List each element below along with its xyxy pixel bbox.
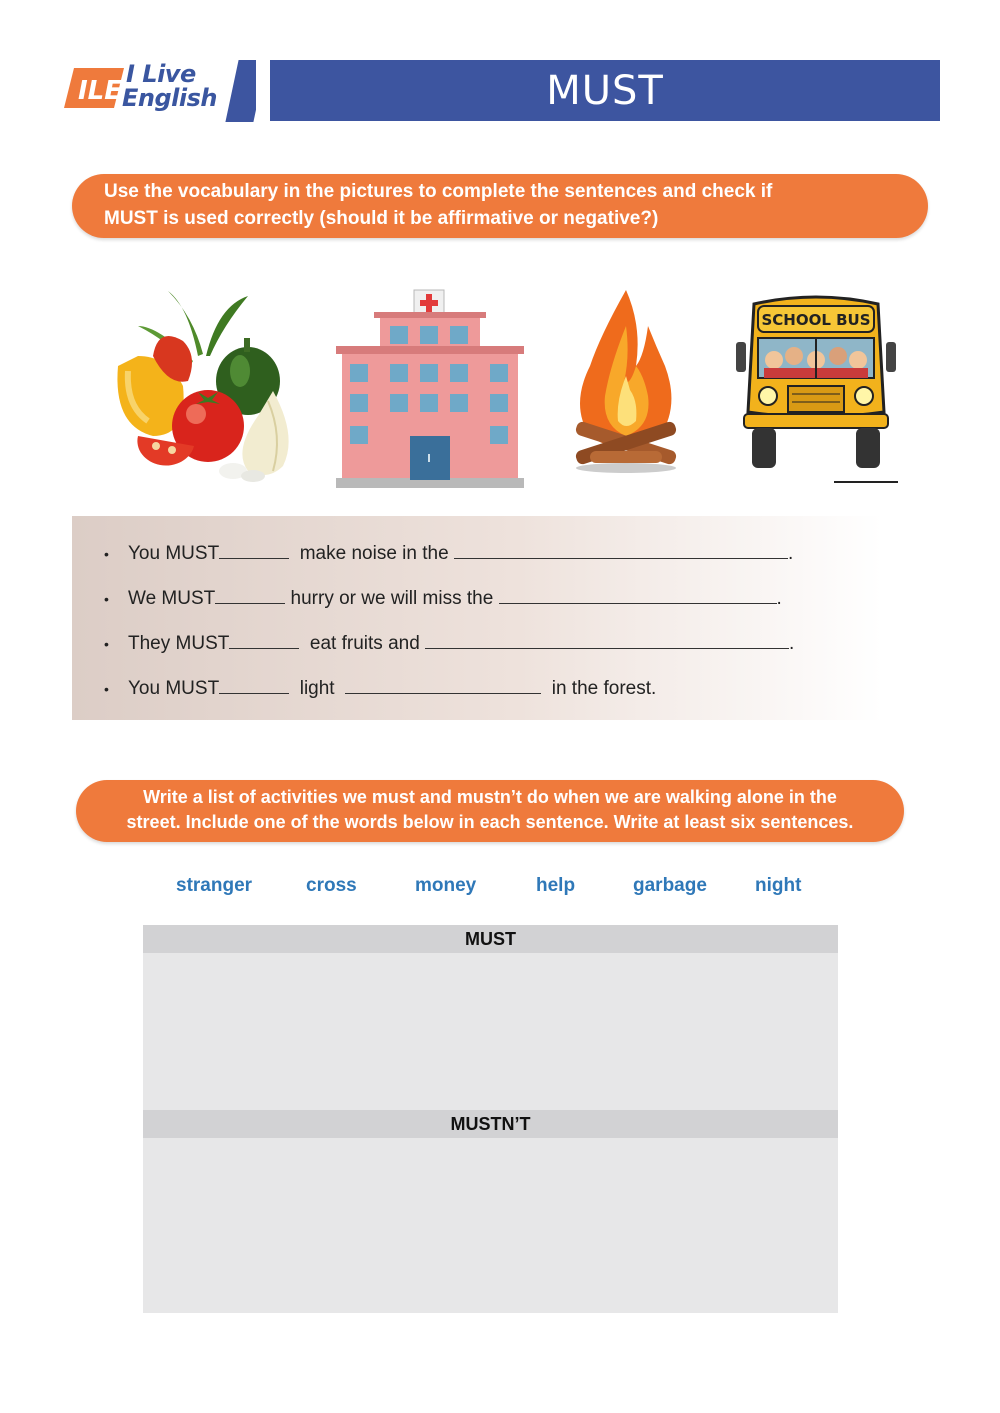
instruction-1-line2: MUST is used correctly (should it be affirmative or negative?) bbox=[104, 208, 659, 229]
must-answer-area[interactable] bbox=[143, 953, 838, 1110]
word-help: help bbox=[536, 875, 576, 896]
logo-mark-icon bbox=[64, 66, 126, 110]
word-stranger: stranger bbox=[176, 875, 253, 896]
sentence-3-end: . bbox=[789, 633, 795, 654]
sentence-3 bbox=[104, 630, 794, 655]
sentence-1 bbox=[104, 540, 793, 565]
sentence-2-start: We MUST bbox=[128, 588, 216, 609]
sentence-2-blank-b[interactable] bbox=[499, 585, 777, 604]
sentence-4-blank-a[interactable] bbox=[219, 675, 289, 694]
logo-line1: I Live bbox=[126, 60, 196, 88]
sentence-1-end: . bbox=[787, 543, 794, 564]
logo-line2: English bbox=[122, 84, 217, 112]
word-money: money bbox=[415, 875, 477, 896]
activities-table bbox=[143, 925, 838, 1313]
sentence-4 bbox=[104, 675, 656, 700]
sentence-1-blank-a[interactable] bbox=[219, 540, 289, 559]
sentence-2-end: . bbox=[776, 588, 782, 609]
instruction-1 bbox=[72, 174, 928, 238]
header-gap bbox=[256, 60, 270, 122]
sentence-4-blank-b[interactable] bbox=[345, 675, 541, 694]
sentence-4-start: You MUST bbox=[128, 678, 220, 699]
sentence-2-middle: hurry or we will miss the bbox=[290, 588, 494, 609]
sentence-1-blank-b[interactable] bbox=[454, 540, 788, 559]
svg-text:ILE: ILE bbox=[78, 76, 123, 106]
word-garbage: garbage bbox=[633, 875, 707, 896]
bullet: • bbox=[104, 680, 109, 697]
sentence-2 bbox=[104, 585, 782, 610]
sentence-1-start: You MUST bbox=[128, 543, 220, 564]
page-title: MUST bbox=[546, 67, 664, 114]
sentences-panel bbox=[72, 516, 882, 720]
bullet: • bbox=[104, 590, 109, 607]
sentence-4-end: in the forest. bbox=[551, 678, 657, 699]
bus-sign-text: SCHOOL BUS bbox=[761, 311, 871, 329]
bullet: • bbox=[104, 635, 109, 652]
instruction-2-line2: street. Include one of the words below in each sentence. Write at least six sentences. bbox=[126, 812, 854, 832]
instruction-1-line1: Use the vocabulary in the pictures to complete the sentences and check if bbox=[104, 181, 773, 202]
sentence-2-blank-a[interactable] bbox=[215, 585, 285, 604]
instruction-2-line1: Write a list of activities we must and mustn’t do when we are walking alone in the bbox=[143, 787, 837, 807]
must-header: MUST bbox=[143, 925, 838, 953]
school-bus-icon bbox=[734, 292, 898, 488]
bullet: • bbox=[104, 545, 109, 562]
sentence-3-blank-b[interactable] bbox=[425, 630, 789, 649]
sentence-1-middle: make noise in the bbox=[299, 543, 449, 564]
sentence-3-start: They MUST bbox=[128, 633, 230, 654]
mustnt-header: MUSTN’T bbox=[143, 1110, 838, 1138]
sentence-3-middle: eat fruits and bbox=[309, 633, 420, 654]
campfire-icon bbox=[560, 286, 692, 476]
instruction-2 bbox=[76, 780, 904, 842]
word-cross: cross bbox=[306, 875, 357, 896]
hospital-icon bbox=[336, 286, 524, 488]
sentence-4-middle: light bbox=[299, 678, 335, 699]
word-night: night bbox=[755, 875, 802, 896]
page-title-bar bbox=[270, 60, 940, 121]
sentence-3-blank-a[interactable] bbox=[229, 630, 299, 649]
mustnt-answer-area[interactable] bbox=[143, 1138, 838, 1313]
vegetables-icon bbox=[98, 286, 308, 486]
